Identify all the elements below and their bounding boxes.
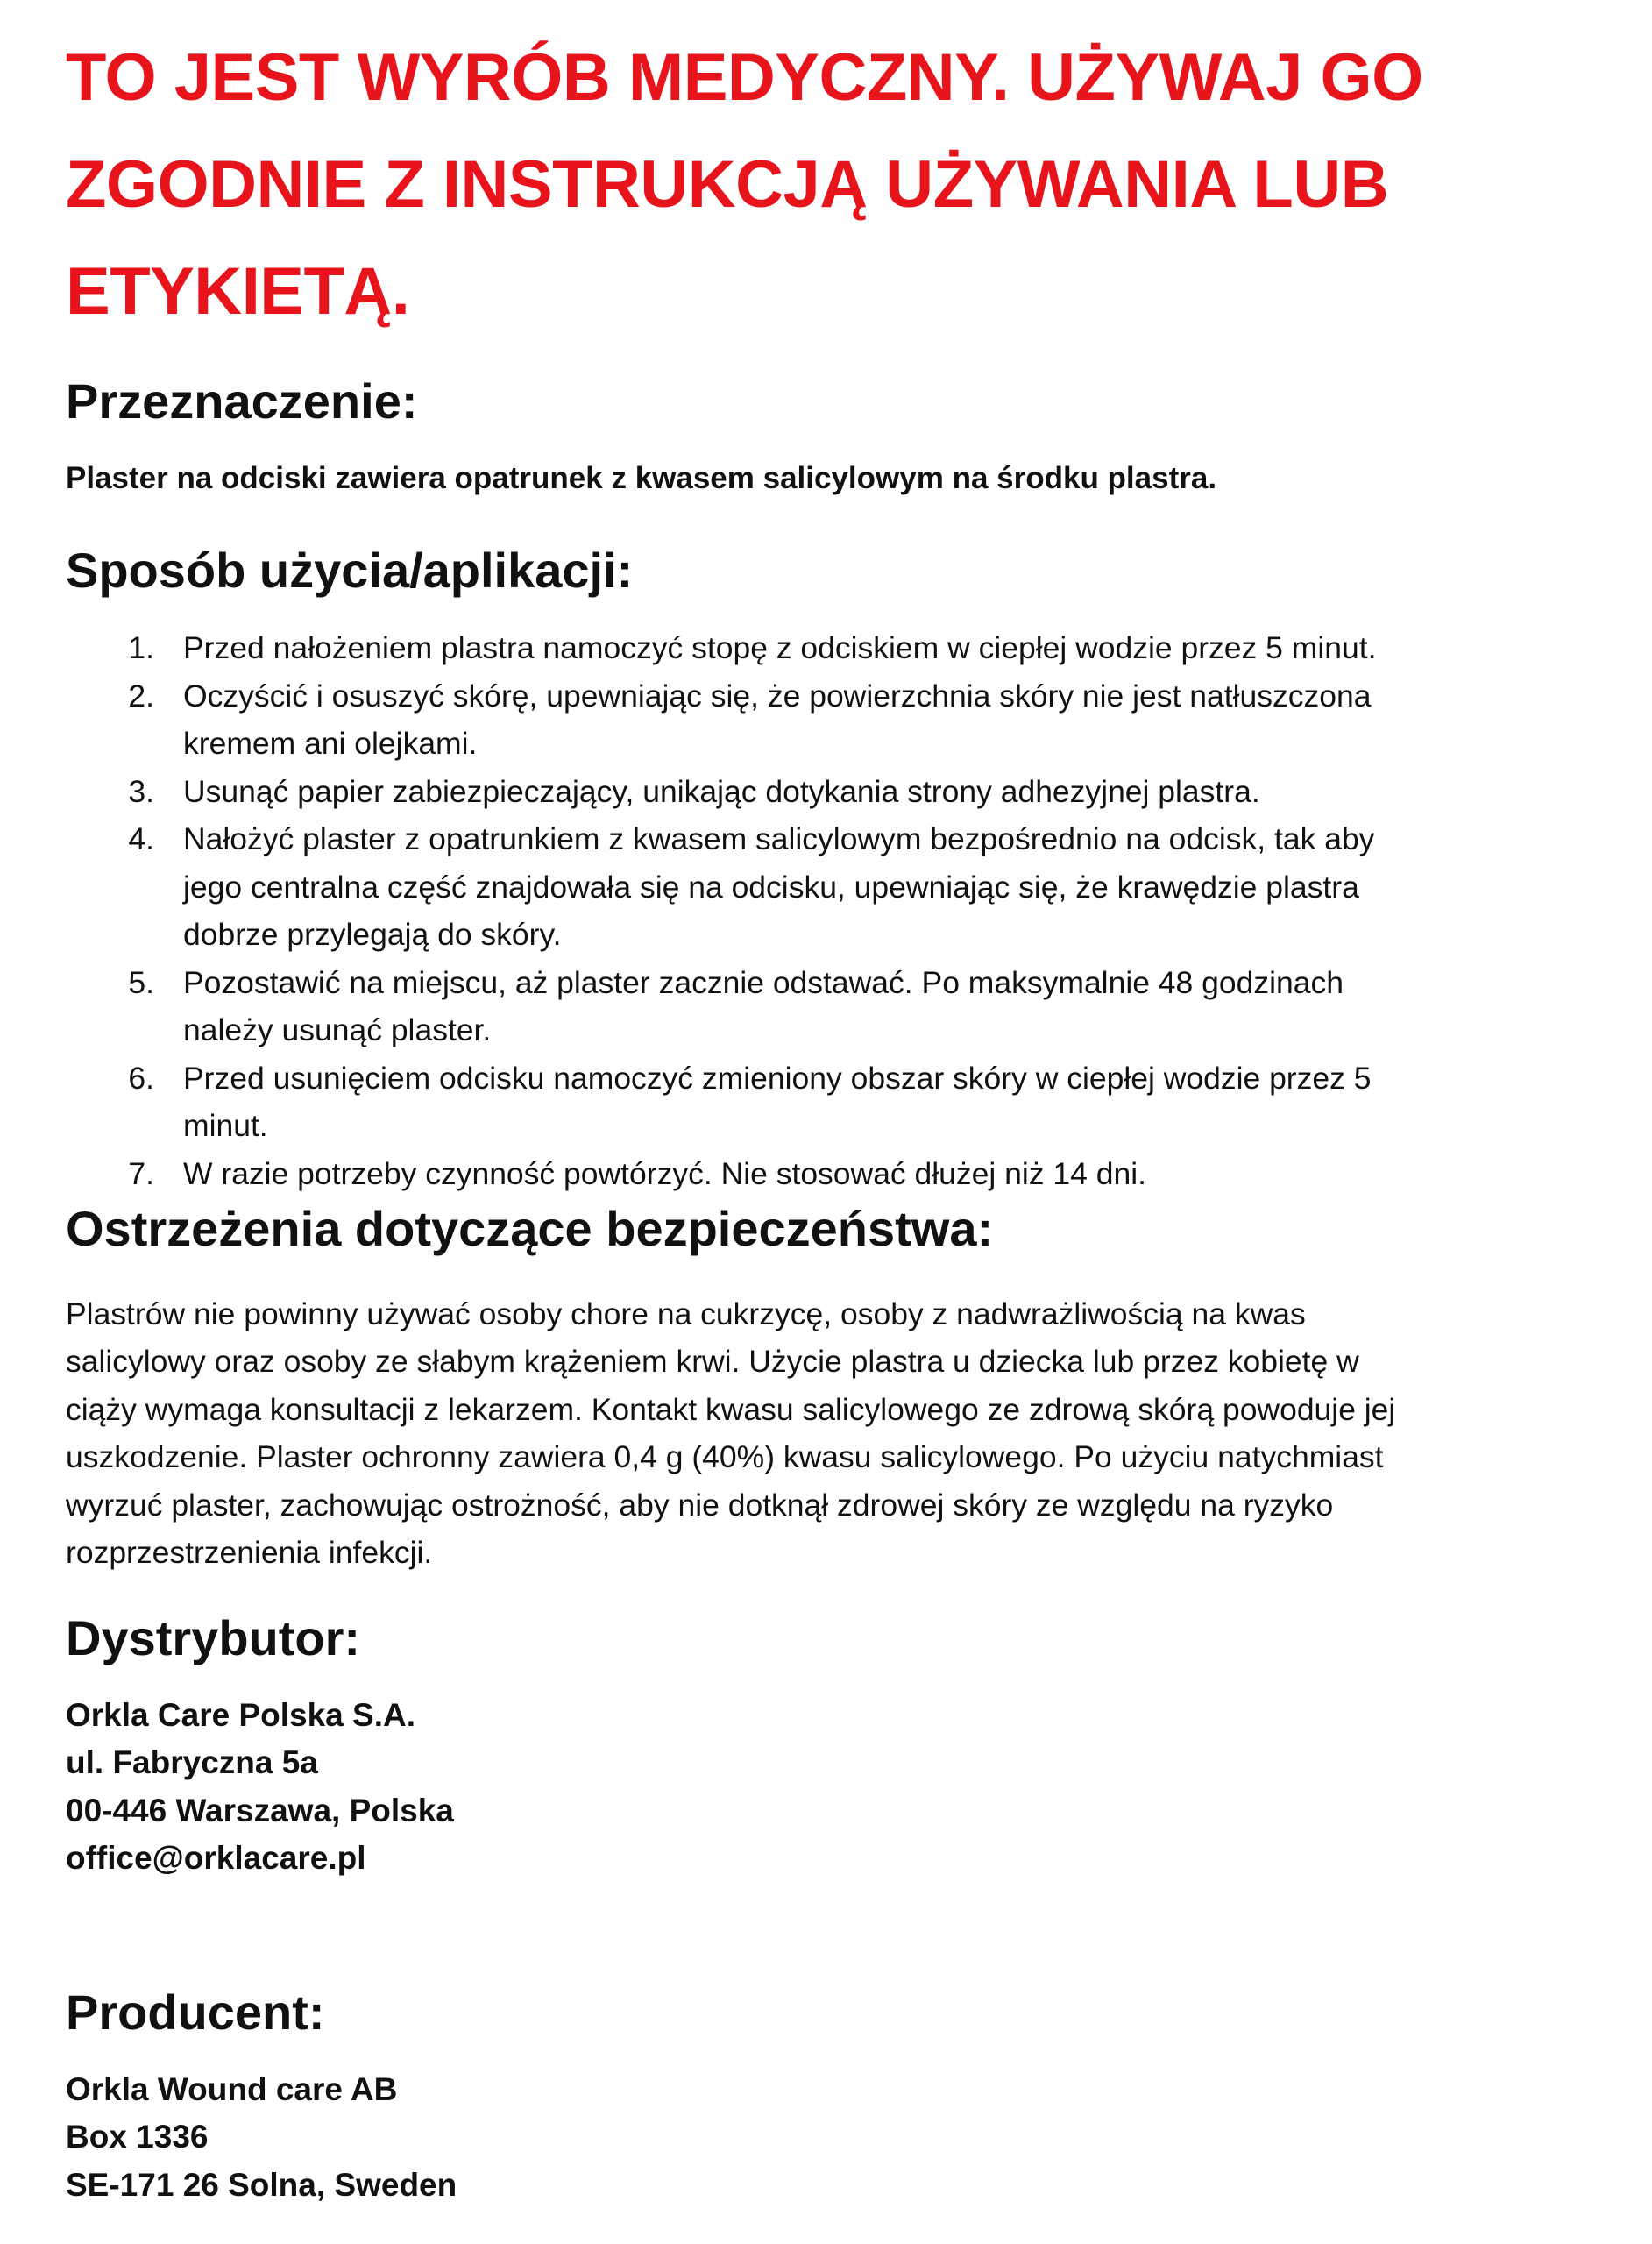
- step-line: minut.: [183, 1108, 268, 1144]
- safety-line: uszkodzenie. Plaster ochronny zawiera 0,4 g (40%) kwasu salicylowego. Po użyciu natychmiast: [66, 1439, 1384, 1475]
- warning-line: ETYKIETĄ.: [66, 254, 410, 329]
- usage-step: [66, 624, 1591, 672]
- step-text: [183, 672, 1591, 768]
- step-line: W razie potrzeby czynność powtórzyć. Nie stosować dłużej niż 14 dni.: [183, 1155, 1146, 1191]
- safety-text: [66, 1290, 1591, 1577]
- safety-heading: Ostrzeżenia dotyczące bezpieczeństwa:: [66, 1201, 994, 1257]
- step-text: [183, 1055, 1591, 1150]
- intended-use-text: Plaster na odciski zawiera opatrunek z kwasem salicylowym na środku plastra.: [66, 461, 1217, 496]
- producer-city: SE-171 26 Solna, Sweden: [66, 2166, 457, 2203]
- step-line: jego centralna część znajdowała się na odcisku, upewniając się, że krawędzie plastra: [183, 869, 1359, 905]
- step-number: 5.: [128, 964, 154, 1000]
- distributor-city: 00-446 Warszawa, Polska: [66, 1792, 454, 1829]
- step-line: Przed nałożeniem plastra namoczyć stopę z odciskiem w ciepłej wodzie przez 5 minut.: [183, 630, 1377, 666]
- step-number: 3.: [128, 773, 154, 809]
- warning-line: TO JEST WYRÓB MEDYCZNY. UŻYWAJ GO: [66, 40, 1423, 115]
- usage-heading: Sposób użycia/aplikacji:: [66, 543, 634, 599]
- warning-line: ZGODNIE Z INSTRUKCJĄ UŻYWANIA LUB: [66, 147, 1389, 222]
- distributor-email: office@orklacare.pl: [66, 1840, 366, 1877]
- producer-heading: Producent:: [66, 1984, 325, 2040]
- safety-line: salicylowy oraz osoby ze słabym krążeniem krwi. Użycie plastra u dziecka lub przez kobietę w: [66, 1344, 1359, 1380]
- safety-line: rozprzestrzenienia infekcji.: [66, 1535, 433, 1571]
- safety-line: Plastrów nie powinny używać osoby chore na cukrzycę, osoby z nadwrażliwością na kwas: [66, 1296, 1306, 1331]
- producer-box: Box 1336: [66, 2119, 209, 2155]
- usage-step: [66, 815, 1591, 959]
- usage-step: [66, 672, 1591, 768]
- step-text: [183, 624, 1591, 672]
- step-line: Przed usunięciem odcisku namoczyć zmieniony obszar skóry w ciepłej wodzie przez 5: [183, 1060, 1372, 1096]
- safety-line: ciąży wymaga konsultacji z lekarzem. Kontakt kwasu salicylowego ze zdrową skórą powoduje jej: [66, 1391, 1396, 1427]
- step-line: kremem ani olejkami.: [183, 726, 478, 762]
- usage-step: [66, 959, 1591, 1055]
- step-line: Oczyścić i osuszyć skórę, upewniając się, że powierzchnia skóry nie jest natłuszczona: [183, 678, 1372, 714]
- distributor-street: ul. Fabryczna 5a: [66, 1744, 318, 1781]
- step-line: Pozostawić na miejscu, aż plaster zacznie odstawać. Po maksymalnie 48 godzinach: [183, 964, 1344, 1000]
- step-text: [183, 959, 1591, 1055]
- step-line: Nałożyć plaster z opatrunkiem z kwasem salicylowym bezpośrednio na odcisk, tak aby: [183, 821, 1375, 857]
- usage-step: [66, 768, 1591, 816]
- usage-step: [66, 1150, 1591, 1198]
- producer-company: Orkla Wound care AB: [66, 2070, 398, 2107]
- distributor-company: Orkla Care Polska S.A.: [66, 1696, 415, 1733]
- step-line: dobrze przylegają do skóry.: [183, 917, 562, 953]
- step-line: należy usunąć plaster.: [183, 1012, 492, 1048]
- medical-device-warning: [66, 25, 1591, 345]
- step-number: 4.: [128, 821, 154, 857]
- safety-line: wyrzuć plaster, zachowując ostrożność, aby nie dotknął zdrowej skóry ze względu na ryzyko: [66, 1487, 1334, 1523]
- step-text: [183, 815, 1591, 959]
- document-page: [66, 25, 1591, 2209]
- distributor-heading: Dystrybutor:: [66, 1609, 361, 1665]
- step-number: 6.: [128, 1060, 154, 1096]
- usage-step: [66, 1055, 1591, 1150]
- distributor-address: [66, 1692, 1591, 1883]
- producer-address: [66, 2066, 1591, 2210]
- step-line: Usunąć papier zabiezpieczający, unikając dotykania strony adhezyjnej plastra.: [183, 773, 1260, 809]
- usage-steps-list: [66, 624, 1591, 1197]
- intended-use-heading: Przeznaczenie:: [66, 373, 418, 429]
- step-text: [183, 1150, 1591, 1198]
- step-text: [183, 768, 1591, 816]
- step-number: 1.: [128, 630, 154, 666]
- step-number: 7.: [128, 1155, 154, 1191]
- step-number: 2.: [128, 678, 154, 714]
